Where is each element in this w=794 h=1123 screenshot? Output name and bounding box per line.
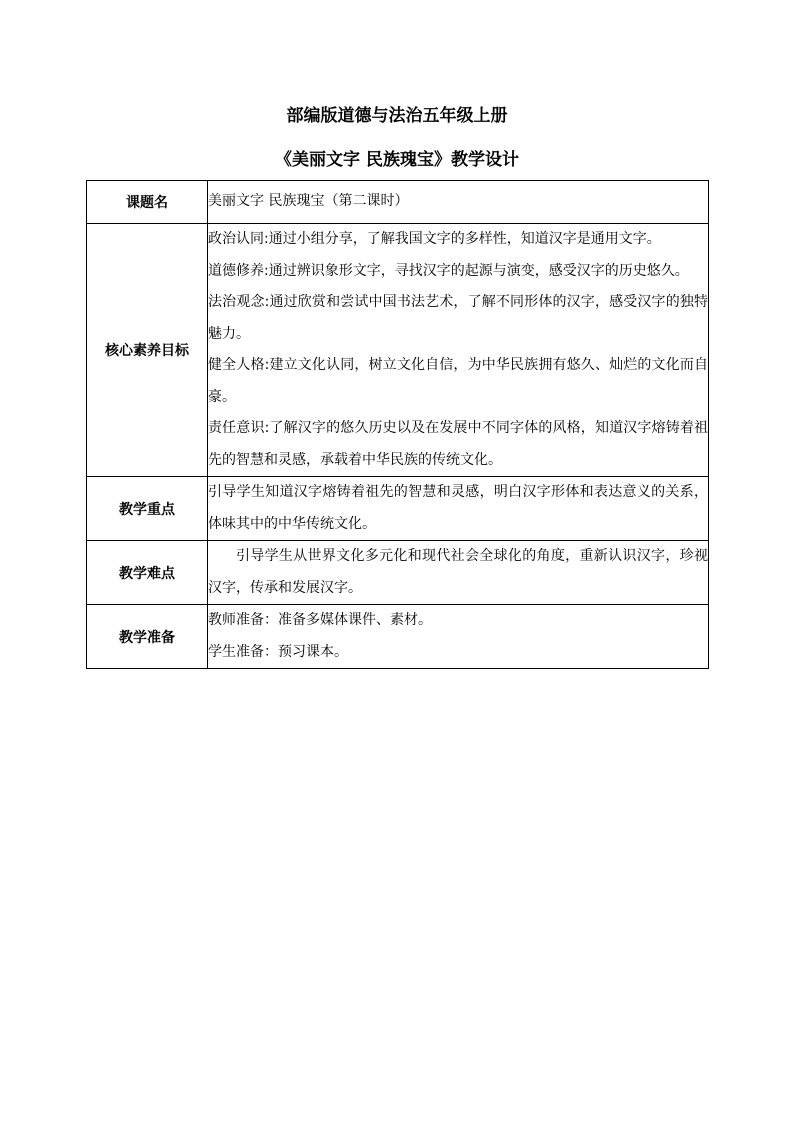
- student-preparation: 学生准备：预习课本。: [208, 643, 348, 660]
- table-row-preparation: [87, 605, 709, 669]
- difficulty-label: 教学难点: [87, 541, 208, 605]
- goal-responsibility: 责任意识:了解汉字的悠久历史以及在发展中不同字体的风格，知道汉字熔铸着祖先的智慧和灵感，承载着中华民族的传统文化。: [208, 420, 708, 468]
- difficulty-content: [208, 541, 709, 605]
- goals-content: [208, 224, 709, 477]
- difficulty-text: 引导学生从世界文化多元化和现代社会全球化的角度，重新认识汉字，珍视汉字，传承和发展汉字。: [208, 548, 708, 596]
- lesson-plan-table: [86, 180, 709, 669]
- table-row-goals: [87, 224, 709, 477]
- topic-label: 课题名: [87, 181, 208, 224]
- topic-value: 美丽文字 民族瑰宝（第二课时）: [208, 181, 709, 224]
- goal-moral-cultivation: 道德修养:通过辨识象形文字，寻找汉字的起源与演变，感受汉字的历史悠久。: [208, 262, 689, 279]
- focus-text: 引导学生知道汉字熔铸着祖先的智慧和灵感，明白汉字形体和表达意义的关系，体味其中的中华传统文化。: [208, 484, 708, 532]
- preparation-label: 教学准备: [87, 605, 208, 669]
- teacher-preparation: 教师准备：准备多媒体课件、素材。: [208, 612, 432, 628]
- goal-rule-of-law: 法治观念:通过欣赏和尝试中国书法艺术，了解不同形体的汉字，感受汉字的独特魅力。: [208, 294, 708, 342]
- preparation-content: [208, 605, 709, 669]
- table-row-difficulty: [87, 541, 709, 605]
- document-title: 部编版道德与法治五年级上册: [286, 106, 508, 126]
- table-row-topic: [87, 181, 709, 224]
- table-row-focus: [87, 477, 709, 541]
- goal-sound-personality: 健全人格:建立文化认同，树立文化自信，为中华民族拥有悠久、灿烂的文化而自豪。: [208, 357, 708, 405]
- goal-political-identity: 政治认同:通过小组分享，了解我国文字的多样性，知道汉字是通用文字。: [208, 231, 661, 247]
- document-subtitle: 《美丽文字 民族瑰宝》教学设计: [275, 150, 519, 170]
- focus-content: [208, 477, 709, 541]
- goals-label: 核心素养目标: [87, 224, 208, 477]
- focus-label: 教学重点: [87, 477, 208, 541]
